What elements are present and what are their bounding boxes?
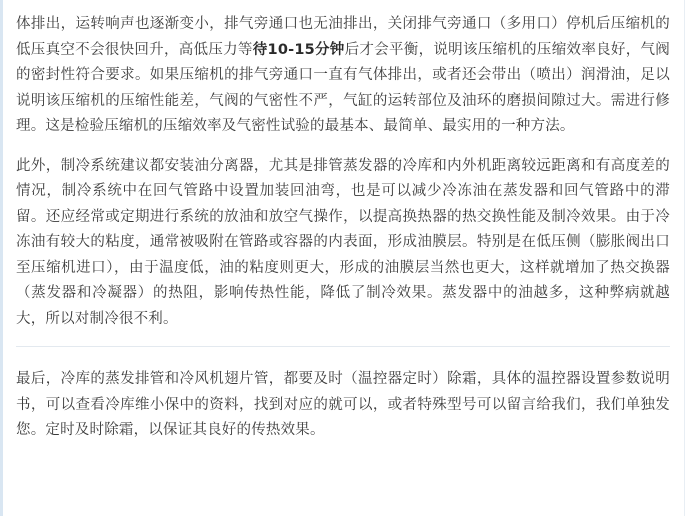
document-body [3, 0, 684, 444]
section-divider [16, 346, 670, 347]
paragraph-1-emphasis: 待10-15分钟 [252, 41, 345, 58]
paragraph-1 [16, 12, 670, 140]
paragraph-2-text: 此外，制冷系统建议都安装油分离器，尤其是排管蒸发器的冷库和内外机距离较远距离和有高度差的情况，制冷系统中在回气管路中设置加装回油弯，也是可以减少冷冻油在蒸发器和回气管路中的滞留。还应经常或定期进行系统的放油和放空气操作，以提高换热器的热交换性能及制冷效果。由于冷冻油有较大的粘度，通常被吸附在管路或容器的内表面，形成油膜层。特别是在低压侧（膨胀阀出口至压缩机进口），由于温度低，油的粘度则更大，形成的油膜层当然也更大，这样就增加了热交换器（蒸发器和冷凝器）的热阻，影响传热性能，降低了制冷效果。蒸发器中的油越多，这种弊病就越大，所以对制冷很不利。 [16, 157, 670, 327]
paragraph-1-text-b: 后才会平衡，说明该压缩机的压缩效率良好，气阀的密封性符合要求。如果压缩机的排气旁通口一直有气体排出，或者还会带出（喷出）润滑油，足以说明该压缩机的压缩性能差，气阀的气密性不严，气缸的运转部位及油环的磨损间隙过大。需进行修理。这是检验压缩机的压缩效率及气密性试验的最基本、最简单、最实用的一种方法。 [16, 41, 670, 134]
closing-section [16, 363, 670, 444]
paragraph-1-text-a: 体排出，运转响声也逐渐变小，排气旁通口也无油排出，关闭排气旁通口（多用口）停机后压缩机的低压真空不会很快回升，高低压力等 [16, 16, 670, 58]
paragraph-2 [16, 154, 670, 333]
paragraph-3 [16, 367, 670, 444]
paragraph-3-text: 最后，冷库的蒸发排管和冷风机翅片管，都要及时（温控器定时）除霜，具体的温控器设置参数说明书，可以查看冷库维小保中的资料，找到对应的就可以，或者特殊型号可以留言给我们，我们单独发您。定时及时除霜，以保证其良好的传热效果。 [16, 371, 670, 438]
